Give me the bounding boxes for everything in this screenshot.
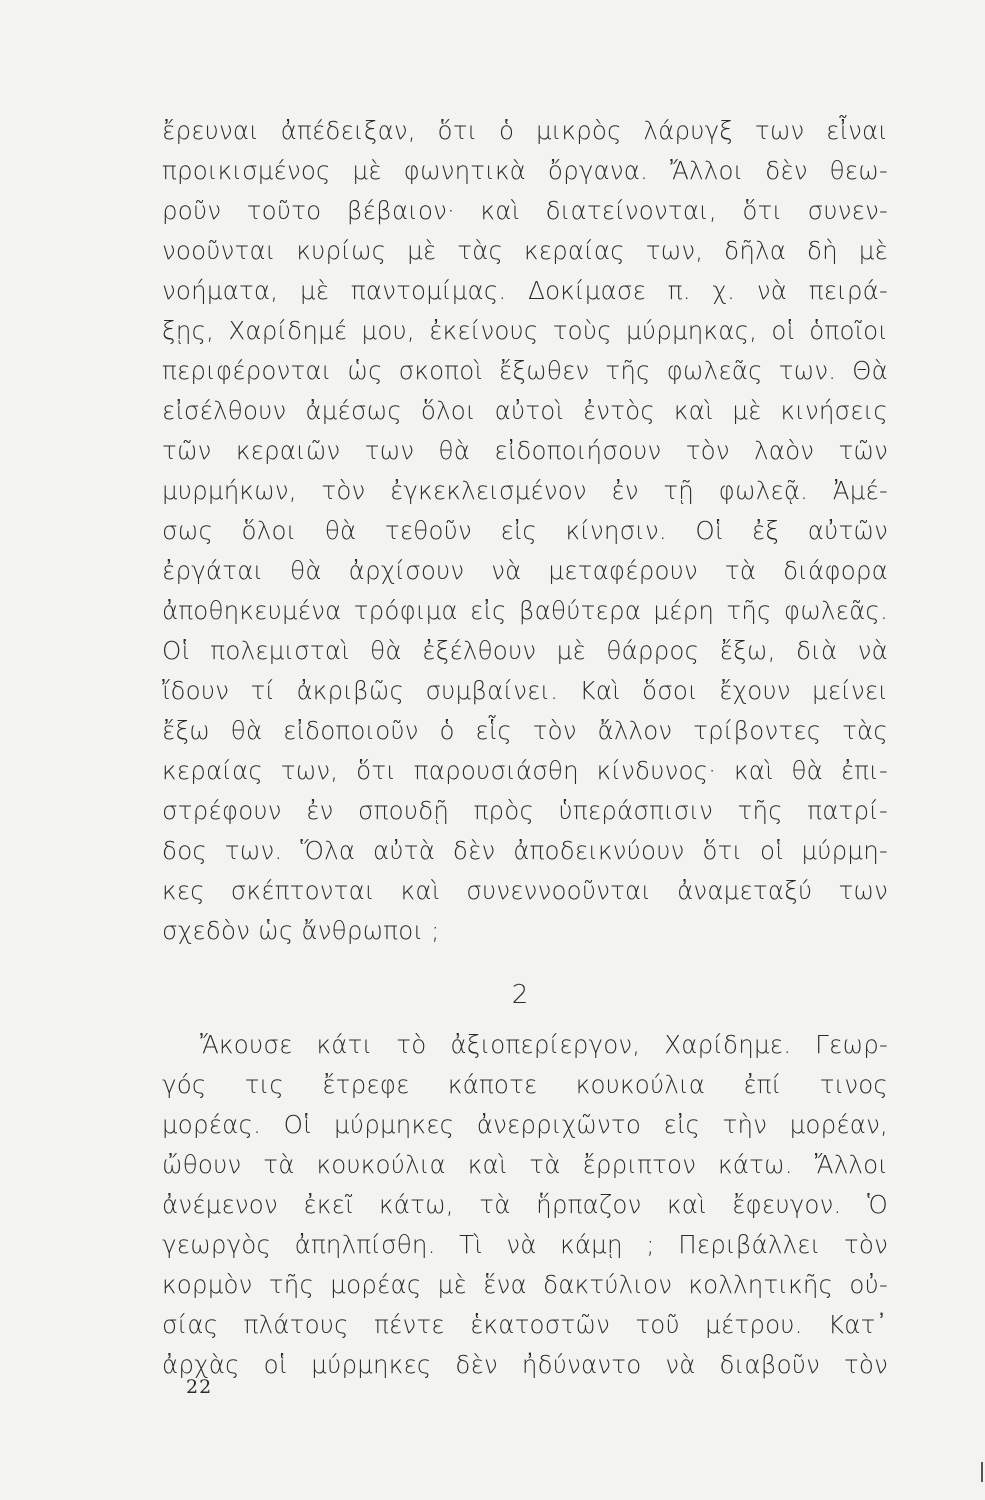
text-line: μυρμήκων, τὸν ἐγκεκλεισμένον ἐν τῇ φωλεᾷ. Ἀμέ- [162,476,888,505]
text-line: Ἄκουσε κάτι τὸ ἀξιοπερίεργον, Χαρίδημε. Γεωρ- [200,1030,888,1059]
text-line: τῶν κεραιῶν των θὰ εἰδοποιήσουν τὸν λαὸν τῶν [162,436,888,465]
text-line: γός τις ἔτρεφε κάποτε κουκούλια ἐπί τινος [162,1070,888,1099]
page-number: 22 [186,1376,213,1398]
text-line: μορέας. Οἱ μύρμηκες ἀνερριχῶντο εἰς τὴν μορέαν, [162,1110,888,1139]
text-line: ἀρχὰς οἱ μύρμηκες δὲν ἠδύναντο νὰ διαβοῦν τὸν [162,1350,888,1379]
text-line: στρέφουν ἐν σπουδῇ πρὸς ὑπεράσπισιν τῆς πατρί- [162,796,888,825]
text-line: κεραίας των, ὅτι παρουσιάσθη κίνδυνος· καὶ θὰ ἐπι- [162,756,888,785]
text-line: νοήματα, μὲ παντομίμας. Δοκίμασε π. χ. νὰ πειρά- [162,276,888,305]
text-line: γεωργὸς ἀπηλπίσθη. Τὶ νὰ κάμῃ ; Περιβάλλει τὸν [162,1230,888,1259]
text-line: δος των. Ὅλα αὐτὰ δὲν ἀποδεικνύουν ὅτι οἱ μύρμη- [162,836,888,865]
text-line: ξῃς, Χαρίδημέ μου, ἐκείνους τοὺς μύρμηκας, οἱ ὁποῖοι [162,316,888,345]
text-line: σχεδὸν ὡς ἄνθρωποι ; [162,916,440,945]
text-line: ἐργάται θὰ ἀρχίσουν νὰ μεταφέρουν τὰ διάφορα [162,556,888,585]
text-line: ἴδουν τί ἀκριβῶς συμβαίνει. Καὶ ὅσοι ἔχουν μείνει [162,676,888,705]
text-line: ὤθουν τὰ κουκούλια καὶ τὰ ἔρριπτον κάτω. Ἄλλοι [162,1150,888,1179]
text-line: ἀποθηκευμένα τρόφιμα εἰς βαθύτερα μέρη τῆς φωλεᾶς. [162,596,888,625]
text-line: νοοῦνται κυρίως μὲ τὰς κεραίας των, δῆλα δὴ μὲ [162,236,888,265]
text-line: ἔξω θὰ εἰδοποιοῦν ὁ εἷς τὸν ἄλλον τρίβοντες τὰς [162,716,888,745]
section-number: 2 [511,980,529,1010]
text-line: προικισμένος μὲ φωνητικὰ ὄργανα. Ἄλλοι δὲν θεω- [162,156,888,185]
text-line: ἀνέμενον ἐκεῖ κάτω, τὰ ἥρπαζον καὶ ἔφευγον. Ὁ [162,1190,888,1219]
text-line: σως ὅλοι θὰ τεθοῦν εἰς κίνησιν. Οἱ ἐξ αὐτῶν [162,516,888,545]
text-line: ροῦν τοῦτο βέβαιον· καὶ διατείνονται, ὅτι συνεν- [162,196,888,225]
text-line: κορμὸν τῆς μορέας μὲ ἕνα δακτύλιον κολλητικῆς οὐ- [162,1270,888,1299]
text-line: κες σκέπτονται καὶ συνεννοοῦνται ἀναμεταξύ των [162,876,888,905]
text-line: Οἱ πολεμισταὶ θὰ ἐξέλθουν μὲ θάρρος ἔξω, διὰ νὰ [162,636,888,665]
text-line: εἰσέλθουν ἀμέσως ὅλοι αὐτοὶ ἐντὸς καὶ μὲ κινήσεις [162,396,888,425]
text-line: περιφέρονται ὡς σκοποὶ ἔξωθεν τῆς φωλεᾶς των. Θὰ [162,356,888,385]
scan-edge-mark [981,1462,983,1482]
text-line: ἔρευναι ἀπέδειξαν, ὅτι ὁ μικρὸς λάρυγξ των εἶναι [162,116,888,145]
text-line: σίας πλάτους πέντε ἑκατοστῶν τοῦ μέτρου. Κατ᾿ [162,1310,888,1339]
